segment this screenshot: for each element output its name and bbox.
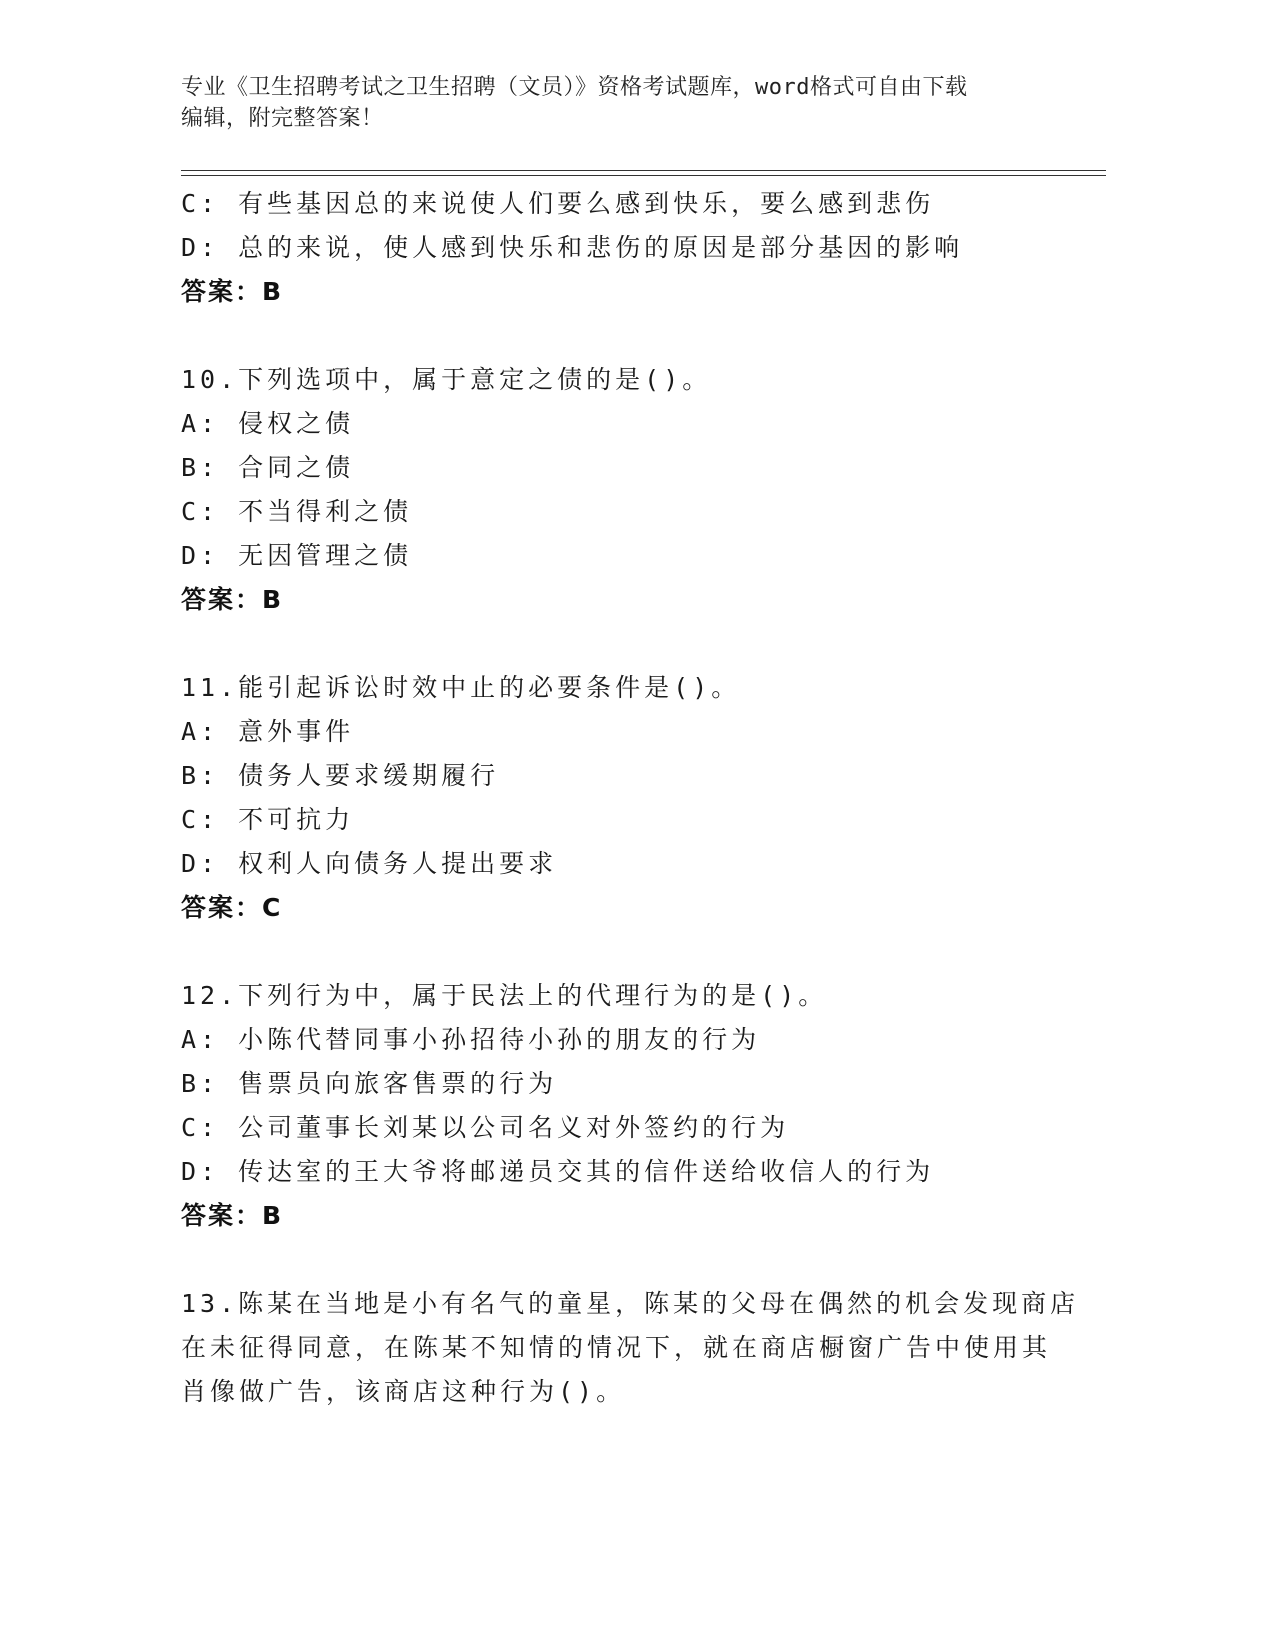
spacer (181, 314, 1061, 358)
option-d: D: 权利人向债务人提出要求 (181, 849, 558, 878)
option-a: A: 意外事件 (181, 717, 355, 746)
option-c: C: 有些基因总的来说使人们要么感到快乐，要么感到悲伤 (181, 189, 935, 218)
answer-label: 答案：C (181, 893, 283, 922)
option-d: D: 总的来说，使人感到快乐和悲伤的原因是部分基因的影响 (181, 233, 964, 262)
question-11 (181, 666, 1061, 930)
answer-label: 答案：B (181, 585, 284, 614)
question-stem-line-2: 在未征得同意，在陈某不知情的情况下，就在商店橱窗广告中使用其 (181, 1333, 1052, 1362)
option-c: C: 不可抗力 (181, 805, 355, 834)
spacer (181, 1238, 1061, 1282)
option-d: D: 无因管理之债 (181, 541, 413, 570)
option-b: B: 债务人要求缓期履行 (181, 761, 500, 790)
option-b: B: 合同之债 (181, 453, 355, 482)
answer-label: 答案：B (181, 277, 284, 306)
question-stem: 11.能引起诉讼时效中止的必要条件是()。 (181, 673, 741, 702)
question-stem: 10.下列选项中，属于意定之债的是()。 (181, 365, 712, 394)
header-line-1: 专业《卫生招聘考试之卫生招聘（文员）》资格考试题库，word格式可自由下载 (181, 75, 968, 100)
spacer (181, 622, 1061, 666)
spacer (181, 930, 1061, 974)
question-stem: 12.下列行为中，属于民法上的代理行为的是()。 (181, 981, 828, 1010)
option-c: C: 公司董事长刘某以公司名义对外签约的行为 (181, 1113, 790, 1142)
question-stem-line-1: 13.陈某在当地是小有名气的童星，陈某的父母在偶然的机会发现商店 (181, 1289, 1080, 1318)
document-header (181, 72, 1041, 134)
option-c: C: 不当得利之债 (181, 497, 413, 526)
question-10 (181, 358, 1061, 622)
option-b: B: 售票员向旅客售票的行为 (181, 1069, 558, 1098)
header-divider-bottom (181, 175, 1106, 176)
option-d: D: 传达室的王大爷将邮递员交其的信件送给收信人的行为 (181, 1157, 935, 1186)
answer-label: 答案：B (181, 1201, 284, 1230)
option-a: A: 侵权之债 (181, 409, 355, 438)
question-list (181, 182, 1080, 1414)
question-13 (181, 1282, 1080, 1414)
question-9-tail (181, 182, 1061, 314)
question-12 (181, 974, 1061, 1238)
question-stem-line-3: 肖像做广告，该商店这种行为()。 (181, 1377, 626, 1406)
header-divider-top (181, 170, 1106, 171)
header-line-2: 编辑，附完整答案！ (181, 106, 384, 131)
option-a: A: 小陈代替同事小孙招待小孙的朋友的行为 (181, 1025, 761, 1054)
